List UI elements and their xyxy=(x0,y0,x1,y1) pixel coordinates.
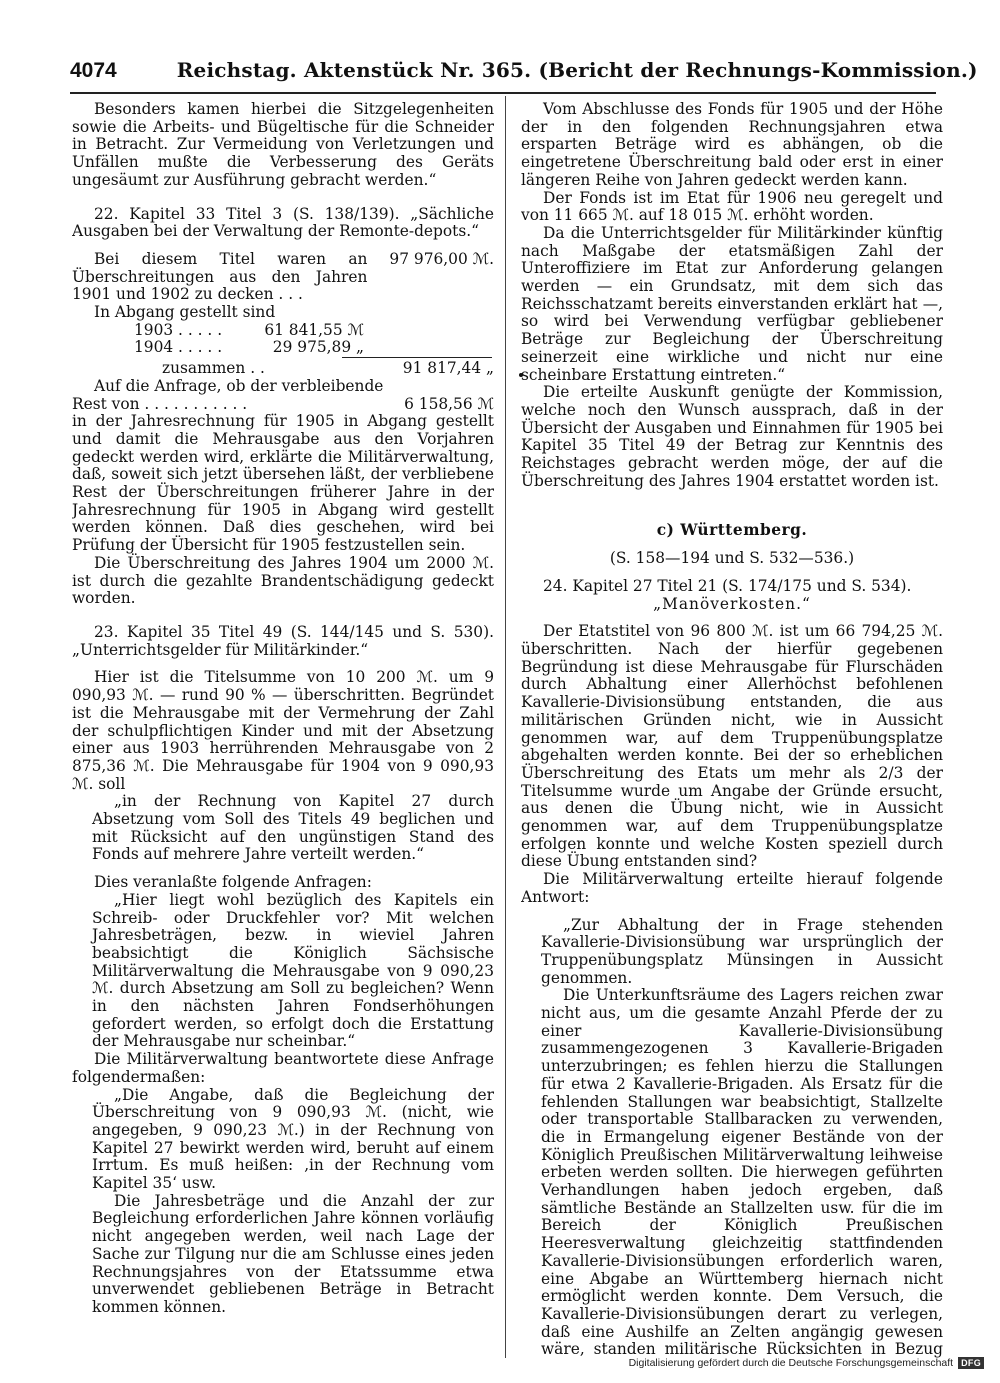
quote-paragraph: Da die Unterrichtsgelder für Militärkinder künftig nach Maßgabe der etatsmäßigen Zahl der Unteroffiziere im Etat zur Anforderung gelangen werden — ein Grundsatz, mit dem sich das Reichsschatzamt bereits einverstanden erklärt hat —, so wird bei Verwendung verfügbar gebliebener Beträge zur Begleichung der Überschreitung seinerzeit eine wirkliche und nicht nur eine scheinbare Erstattung eintreten.“ xyxy=(521,223,943,384)
quote-paragraph: Die Unterkunftsräume des Lagers reichen zwar nicht aus, um die gesamte Anzahl Pferde der zu einer Kavallerie-Divisionsübung zusammengezogenen 3 Kavallerie-Brigaden unterzubringen; es fehlen hierzu die Stallungen für etwa 2 Kavallerie-Brigaden. Als Ersatz für die fehlenden Stallungen war beabsichtigt, Stallzelte oder transportable Stallbaracken zu verwenden, die in Ermangelung eigener Bestände von der Königlich Preußischen Militärverwaltung leihweise erbeten werden sollten. Die hierwegen geführten Verhandlungen haben jedoch ergeben, daß sämtliche Bestände an Stallzelten usw. für die im Bereich der Königlich Preußischen Heeresverwaltung gleichzeitig stattfindenden Kavallerie-Divisionsübungen erforderlich waren, eine Abgabe an Württemberg hiernach nicht ermöglicht werden konnte. Dem Versuch, die Kavallerie-Divisionsübungen derart zu verlegen, daß eine Aushilfe an Zelten angängig gewesen wäre, standen militärische Rücksichten in Bezug xyxy=(541,986,943,1359)
paragraph: Der Etatstitel von 96 800 ℳ. ist um 66 794,25 ℳ. überschritten. Nach der hierfür gegebenen Begründung ist diese Mehrausgabe für Flurschäden durch Abhaltung einer Allerhöchst befohlenen Kavallerie-Divisionsübung entstanden, die aus militärischen Gründen nicht, wie in Aussicht genommen war, auf dem Truppenübungsplatze abgehalten werden konnte. Bei der so erheblichen Überschreitung des Etats um mehr als 2/3 der Titelsumme wurde um Angabe der Gründe ersucht, aus denen die Übung nicht, wie in Aussicht genommen war, auf dem Truppenübungsplatze erfolgen konnte und welche Kosten speziell durch diese Übung entstanden sind? xyxy=(521,622,943,871)
year-value: 61 841,55 ℳ xyxy=(264,320,364,339)
sum-row xyxy=(72,360,494,378)
paragraph: Die Militärverwaltung erteilte hierauf folgende Antwort: xyxy=(521,870,943,906)
quotation xyxy=(541,917,943,1359)
quote-paragraph: „Die Angabe, daß die Begleichung der Überschreitung von 9 090,93 ℳ. (nicht, wie angegeben, 9 090,23 ℳ.) in der Rechnung von Kapitel 27 bewirkt werden wird, beruht auf einem Irrtum. Es muß heißen: ‚in der Rechnung vom Kapitel 35‘ usw. xyxy=(92,1085,494,1193)
year-row xyxy=(134,339,364,357)
amount-label: Rest von . . . . . . . . . . . xyxy=(72,394,248,413)
page-number: 4074 xyxy=(70,59,117,82)
page-header xyxy=(70,58,978,88)
paragraph: Besonders kamen hierbei die Sitzgelegenheiten sowie die Arbeits- und Bügeltische für die Schneider in Betracht. Zur Vermeidung von Verletzungen und Unfällen mußte die Verbesserung des Geräts ungesäumt zur Ausführung gebracht werden.“ xyxy=(72,101,494,189)
dfg-logo: DFG xyxy=(958,1357,984,1369)
quote-paragraph: „in der Rechnung von Kapitel 27 durch Absetzung vom Soll des Titels 49 beglichen und mit Rücksicht auf den ungünstigen Stand des Fonds auf mehrere Jahre verteilt werden.“ xyxy=(92,792,494,864)
section-heading-23: 23. Kapitel 35 Titel 49 (S. 144/145 und S. 530). „Unterrichtsgelder für Militärkinder.“ xyxy=(72,622,494,659)
quotation xyxy=(92,892,494,1051)
paragraph: Die Militärverwaltung beantwortete diese Anfrage folgendermaßen: xyxy=(72,1050,494,1086)
amount-value: 6 158,56 ℳ xyxy=(404,394,494,413)
year-label: 1904 . . . . . xyxy=(134,338,223,357)
quote-paragraph: „Zur Abhaltung der in Frage stehenden Kavallerie-Divisionsübung war ursprünglich der Truppenübungsplatz Münsingen in Aussicht genommen. xyxy=(541,915,943,987)
year-amounts xyxy=(134,322,364,357)
year-value: 29 975,89 „ xyxy=(272,338,364,357)
amount-line xyxy=(72,251,494,304)
subsection-title: c) Württemberg. xyxy=(656,521,808,540)
quotation xyxy=(521,101,943,384)
sum-value: 91 817,44 „ xyxy=(402,359,494,378)
quote-paragraph: Der Fonds ist im Etat für 1906 neu geregelt und von 11 665 ℳ. auf 18 015 ℳ. erhöht worden. xyxy=(521,188,943,225)
year-row xyxy=(134,322,364,340)
amount-line xyxy=(72,396,494,414)
paragraph: Die erteilte Auskunft genügte der Kommission, welche noch den Wunsch aussprach, daß in der Übersicht der Ausgaben und Einnahmen für 1905 bei Kapitel 35 Titel 49 der Betrag zur Kenntnis des Reichstages gebracht werden möge, der auf die Überschreitung des Jahres 1904 erstattet worden ist. xyxy=(521,383,943,490)
section-heading-24: 24. Kapitel 27 Titel 21 (S. 174/175 und S. 534). xyxy=(543,576,912,595)
quotation xyxy=(92,1087,494,1317)
section-subtitle: „Manöverkosten.“ xyxy=(653,594,811,613)
digitization-footer xyxy=(629,1357,984,1369)
sum-label: zusammen . . xyxy=(162,359,265,378)
footer-text: Digitalisierung gefördert durch die Deutsche Forschungsgemeinschaft xyxy=(628,1357,954,1369)
quote-paragraph: „Hier liegt wohl bezüglich des Kapitels ein Schreib- oder Druckfehler vor? Mit welchen Jahresbeträgen, bezw. in wieviel Jahren beabsichtigt die Königlich Sächsische Militärverwaltung die Mehrausgabe von 9 090,23 ℳ. durch Absetzung am Soll zu begleichen? Wenn in den nächsten Jahren Fondserhöhungen gefordert werden, so erfolgt doch die Erstattung der Mehrausgabe nur scheinbar.“ xyxy=(92,890,494,1051)
subsection-pages: (S. 158—194 und S. 532—536.) xyxy=(609,549,855,568)
amount-value: 97 976,00 ℳ. xyxy=(389,249,494,268)
quotation xyxy=(92,793,494,864)
paragraph: In Abgang gestellt sind xyxy=(94,303,276,322)
paragraph: Hier ist die Titelsumme von 10 200 ℳ. um 9 090,93 ℳ. — rund 90 % — überschritten. Begründet ist die Mehrausgabe mit der Vermehrung der Zahl der schulpflichtigen Kinder und mit der Absetzung einer aus 1903 herrührenden Mehrausgabe von 2 875,36 ℳ. Die Mehrausgabe für 1904 von 9 090,93 ℳ. soll xyxy=(72,668,494,793)
year-label: 1903 . . . . . xyxy=(134,320,223,339)
header-rule xyxy=(70,92,936,94)
subsection-heading xyxy=(521,522,943,540)
running-title: Reichstag. Aktenstück Nr. 365. (Bericht der Rechnungs-Kommission.) xyxy=(176,58,978,82)
amount-label: Bei diesem Titel waren an Überschreitungen aus den Jahren 1901 und 1902 zu decken . . . xyxy=(72,249,368,304)
quote-paragraph: Vom Abschlusse des Fonds für 1905 und der Höhe der in den folgenden Rechnungsjahren etwa ersparten Beträge wird es abhängen, ob die eingetretene Überschreitung bald oder erst in einer längeren Reihe von Jahren gedeckt werden kann. xyxy=(521,101,943,189)
section-heading-22: 22. Kapitel 33 Titel 3 (S. 138/139). „Sächliche Ausgaben bei der Verwaltung der Remonte-depots.“ xyxy=(72,204,494,241)
left-column xyxy=(72,101,494,1359)
paragraph: in der Jahresrechnung für 1905 in Abgang gestellt und damit die Mehrausgabe aus den Vorjahren gedeckt werden wird, erklärte die Militärverwaltung, daß, soweit sich jetzt übersehen läßt, der verbliebene Rest der Überschreitungen früherer Jahre in der Jahresrechnung für 1905 in Abgang wird gestellt werden können. Daß dies geschehen, wird bei Prüfung der Übersicht für 1905 festzustellen sein. xyxy=(72,412,494,555)
quote-paragraph: Die Jahresbeträge und die Anzahl der zur Begleichung erforderlichen Jahre können vorläufig nicht angegeben werden, weil nach Lage der Sache zur Tilgung nur die am Schlusse eines jeden Rechnungsjahres von der Etatssumme etwa unverwendet gebliebenen Beträge in Betracht kommen können. xyxy=(92,1191,494,1316)
right-column xyxy=(521,101,943,1359)
paragraph: Die Überschreitung des Jahres 1904 um 2000 ℳ. ist durch die gezahlte Brandentschädigung gedeckt worden. xyxy=(72,553,494,608)
column-divider xyxy=(505,96,506,1358)
paragraph: Dies veranlaßte folgende Anfragen: xyxy=(94,873,372,892)
paragraph: Auf die Anfrage, ob der verbleibende xyxy=(94,376,384,395)
